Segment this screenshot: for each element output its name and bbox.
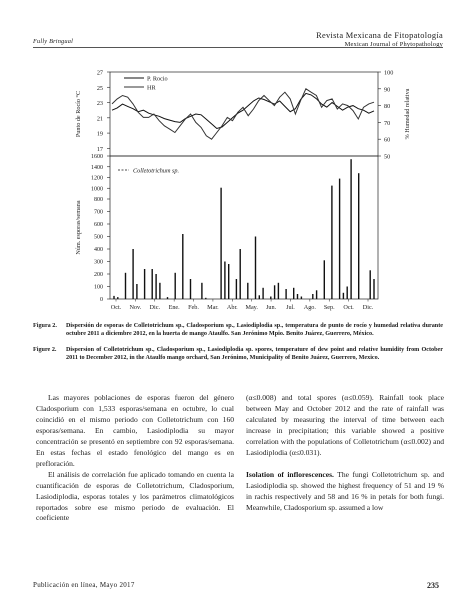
bar (331, 186, 332, 299)
y-tick-label: 21 (96, 115, 103, 123)
section-paragraph (246, 470, 444, 514)
y-tick-label: 500 (94, 234, 103, 241)
x-tick-label: Feb. (188, 304, 199, 311)
bar (167, 297, 168, 299)
y-tick-label: 600 (94, 222, 103, 229)
y-tick-label: 1000 (91, 186, 103, 193)
bar (339, 179, 340, 299)
bar (182, 234, 183, 299)
y-tick-label: 1200 (91, 175, 103, 182)
caption-en-label: Figure 2. (33, 347, 57, 353)
x-tick-label: Oct. (343, 304, 354, 311)
x-tick-label: Oct. (110, 304, 122, 311)
y-tick-label: 800 (94, 197, 103, 204)
x-tick-label: Nov. (129, 304, 142, 311)
journal-title-es: Revista Mexicana de Fitopatología (316, 31, 443, 40)
running-head-author: Fully Bringual (33, 38, 74, 45)
x-tick-label: Dic. (149, 304, 161, 311)
y-tick-label: 0 (100, 297, 103, 304)
bar (293, 288, 294, 299)
paragraph: El análisis de correlación fue aplicado tomando en cuenta la cuantificación de esporas de Colletotrichum, Cladosporium, Lasiodiplodia, esporas totales y los parámetros climatológicos reportados sobre ese mismo periodo de evaluación. El coeficiente (36, 469, 234, 523)
x-tick-label: Dic. (362, 304, 374, 311)
legend-label-hr: HR (147, 84, 156, 92)
y-tick-label: 23 (96, 100, 103, 108)
bar (270, 297, 271, 300)
bar (155, 274, 156, 299)
bar (220, 188, 221, 299)
y2-tick-label: 100 (384, 69, 394, 77)
bar (358, 173, 359, 299)
y-tick-label: 17 (96, 145, 103, 153)
y-tick-label: 27 (96, 69, 103, 77)
section-text: The fungi Colletotrichum sp. and Lasiodiplodia sp. showed the highest frequency of 51 and 19 % in rachis respectively and 58 and 16 % in petals for both fungi. Meanwhile, Cladosporium sp. assumed a low (246, 469, 444, 512)
body-column-left (36, 393, 234, 524)
bar (136, 284, 137, 299)
bar (301, 297, 302, 300)
y2-tick-label: 90 (384, 86, 391, 94)
bar (132, 249, 133, 299)
bar (373, 279, 374, 299)
footer-publication: Publicación en línea, Mayo 2017 (33, 581, 135, 589)
bar (175, 273, 176, 299)
y-tick-label: 200 (94, 272, 103, 279)
bar (324, 260, 325, 299)
y2-tick-label: 70 (384, 119, 391, 127)
y2-tick-label: 50 (384, 153, 391, 161)
bar (370, 270, 371, 299)
y-axis-label: Núm. esporas/semana (75, 200, 82, 255)
caption-es-text: Dispersión de esporas de Colletotrichum sp., Cladosporium sp., Lasiodiplodia sp., temperatura de punto de rocío y humedad relativa durante octubre 2011 a diciembre 2012, en la huerta de mango Ataulfo. San Jerónimo Mpio. Benito Juárez, Guerrero, México. (66, 323, 443, 338)
bar (285, 289, 286, 299)
x-tick-label: Jul. (286, 304, 295, 311)
y-tick-label: 19 (96, 130, 103, 138)
x-tick-label: Jun. (265, 304, 277, 311)
bar (113, 296, 114, 299)
caption-es (33, 322, 443, 338)
bar (247, 283, 248, 299)
y-tick-label: 400 (94, 247, 103, 254)
caption-es-label: Figura 2. (33, 323, 57, 329)
journal-title-en: Mexican Journal of Phytopathology (344, 41, 443, 49)
bar (343, 293, 344, 299)
bar (117, 297, 118, 299)
y-tick-label: 100 (94, 284, 103, 291)
x-tick-label: May. (245, 304, 258, 311)
bar (144, 269, 145, 299)
paragraph: (α≤0.008) and total spores (α≤0.059). Rainfall took place between May and October 2012 and the rate of rainfall was calculated by measuring the interval of time between each increase in precipitation; this variable showed a positive correlation with the populations of Colletotrichum (α≤0.002) and Lasiodiplodia (α≤0.031). (246, 393, 444, 457)
x-tick-label: Abr. (226, 304, 238, 311)
bar (190, 279, 191, 299)
y-tick-label: 700 (94, 209, 103, 216)
bar (201, 283, 202, 299)
bar (278, 283, 279, 299)
bar (347, 287, 348, 300)
y2-axis-label: % Humedad relativa (404, 88, 411, 140)
y-axis-label: Punto de Rocío °C (75, 90, 82, 138)
body-column-right (246, 393, 444, 514)
caption-en-text: Dispersion of Colletotrichum sp., Cladosporium sp., Lasiodiplodia sp. spores, temperature of dew point and relative humidity from October 2011 to December 2012, in the Ataulfo mango orchard, San Jerónimo, Municipality of Benito Juárez, Guerrero, Mexico. (66, 347, 443, 362)
series-line-p-rocio (112, 93, 374, 128)
y2-tick-label: 80 (384, 103, 391, 111)
bar (224, 262, 225, 300)
bar (125, 273, 126, 299)
bar (312, 294, 313, 299)
x-tick-label: Ago. (303, 304, 316, 311)
legend-label-colletotrichum: Colletotrichum sp. (133, 167, 180, 175)
section-heading: Isolation of inflorescences. (246, 469, 334, 479)
bottom-panel-frame (110, 156, 378, 299)
x-tick-label: Sep. (323, 304, 335, 311)
bar (274, 285, 275, 299)
y-tick-label: 300 (94, 259, 103, 266)
bar (259, 295, 260, 299)
bar (350, 159, 351, 299)
page-number: 235 (427, 581, 439, 590)
bar (297, 294, 298, 299)
y-tick-label: 1400 (91, 164, 103, 171)
bar (236, 279, 237, 299)
bar (152, 269, 153, 299)
y-tick-label: 25 (96, 84, 103, 92)
bar (228, 264, 229, 299)
bar (240, 249, 241, 299)
paragraph: Las mayores poblaciones de esporas fueron del género Cladosporium con 1,533 esporas/semana en octubre, lo cual coincidió en el mismo periodo con Colletotrichum con 160 esporas/semana. En cambio, Lasiodiplodia su mayor concentración se presentó en septiembre con 92 esporas/semana. En estas fechas el estado fenológico del mango es en prefloración. (36, 393, 234, 468)
bar (316, 290, 317, 299)
bar (262, 288, 263, 299)
y-tick-label: 1600 (91, 154, 103, 161)
legend-label-p-rocio: P. Rocio (147, 75, 168, 83)
x-tick-label: Ene. (168, 304, 180, 311)
bar (255, 237, 256, 300)
bar (159, 283, 160, 299)
bar (205, 298, 206, 299)
caption-en (33, 346, 443, 362)
x-tick-label: Mar. (207, 304, 219, 311)
y2-tick-label: 60 (384, 136, 391, 144)
